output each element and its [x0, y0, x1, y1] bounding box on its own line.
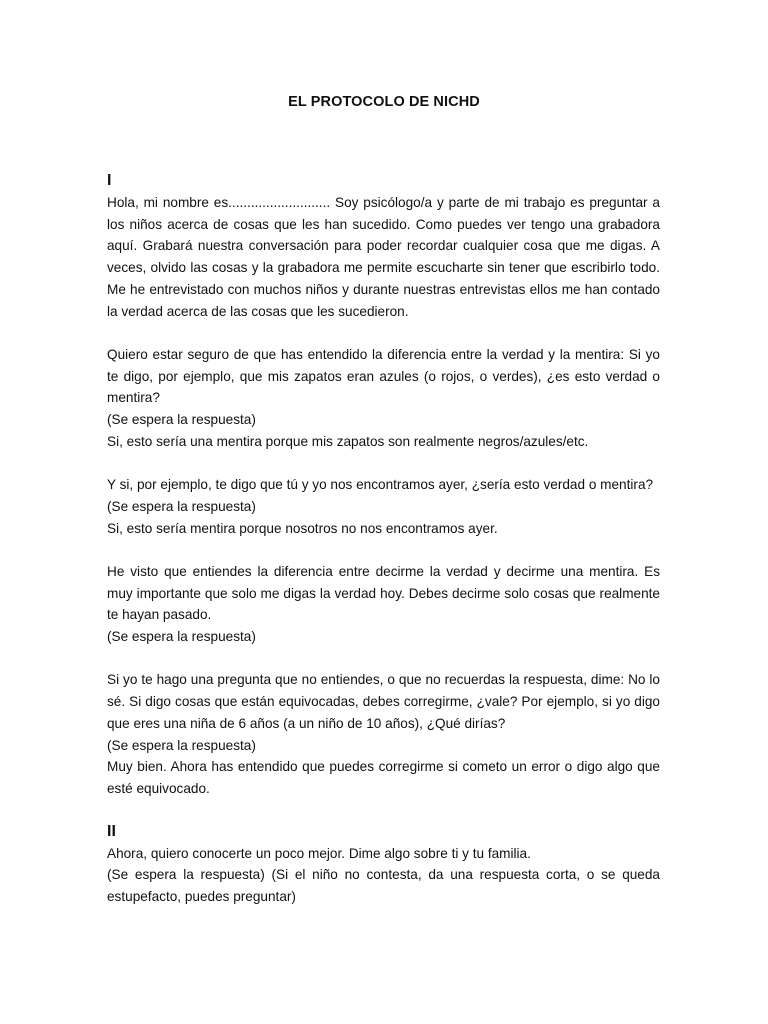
answer-shoes: Si, esto sería una mentira porque mis zapatos son realmente negros/azules/etc.: [107, 433, 589, 449]
paragraph-wait-and-ask: (Se espera la respuesta) (Si el niño no contesta, da una respuesta corta, o se queda estupefacto, puedes preguntar): [107, 867, 660, 905]
wait-response-note: (Se espera la respuesta): [107, 412, 256, 428]
document-body: [107, 170, 660, 908]
paragraph-group-tell-truth: [107, 561, 660, 648]
section-heading-1: I: [107, 172, 112, 189]
answer-met-yesterday: Si, esto sería mentira porque nosotros no nos encontramos ayer.: [107, 520, 498, 536]
paragraph-introduction: Hola, mi nombre es........................... Soy psicólogo/a y parte de mi trabajo es preguntar a los niños acerca de cosas que les han sucedido. Como puedes ver tengo una grabadora aquí. Grabará nuestra conversación para poder recordar cualquier cosa que me digas. A veces, olvido las cosas y la grabadora me permite escucharte sin tener que escribirlo todo. Me he entrevistado con muchos niños y durante nuestras entrevistas ellos me han contado la verdad acerca de las cosas que les sucedieron.: [107, 195, 660, 319]
answer-correct-me: Muy bien. Ahora has entendido que puedes corregirme si cometo un error o digo algo que esté equivocado.: [107, 759, 660, 796]
document-title: EL PROTOCOLO DE NICHD: [288, 94, 480, 110]
wait-response-note: (Se espera la respuesta): [107, 629, 256, 645]
section-heading-2: II: [107, 822, 116, 840]
paragraph-group-met-yesterday: [107, 474, 660, 539]
paragraph-group-truth-lie-shoes: [107, 344, 660, 453]
wait-response-note: (Se espera la respuesta): [107, 737, 256, 753]
paragraph-met-yesterday-question: Y si, por ejemplo, te digo que tú y yo nos encontramos ayer, ¿sería esto verdad o mentira?: [107, 477, 654, 493]
paragraph-tell-truth: He visto que entiendes la diferencia entre decirme la verdad y decirme una mentira. Es muy importante que solo me digas la verdad hoy. Debes decirme solo cosas que realmente te hayan pasado.: [107, 563, 660, 623]
paragraph-correct-me: Si yo te hago una pregunta que no entiendes, o que no recuerdas la respuesta, dime: No lo sé. Si digo cosas que están equivocadas, debes corregirme, ¿vale? Por ejemplo, si yo digo que eres una niña de 6 años (a un niño de 10 años), ¿Qué dirías?: [107, 672, 660, 731]
wait-response-note: (Se espera la respuesta): [107, 498, 256, 514]
paragraph-know-you-better: Ahora, quiero conocerte un poco mejor. Dime algo sobre ti y tu familia.: [107, 845, 531, 861]
paragraph-truth-lie-question: Quiero estar seguro de que has entendido la diferencia entre la verdad y la mentira: Si yo te digo, por ejemplo, que mis zapatos eran azules (o rojos, o verdes), ¿es esto verdad o mentira?: [107, 346, 660, 406]
paragraph-group-correct-me: [107, 669, 660, 799]
